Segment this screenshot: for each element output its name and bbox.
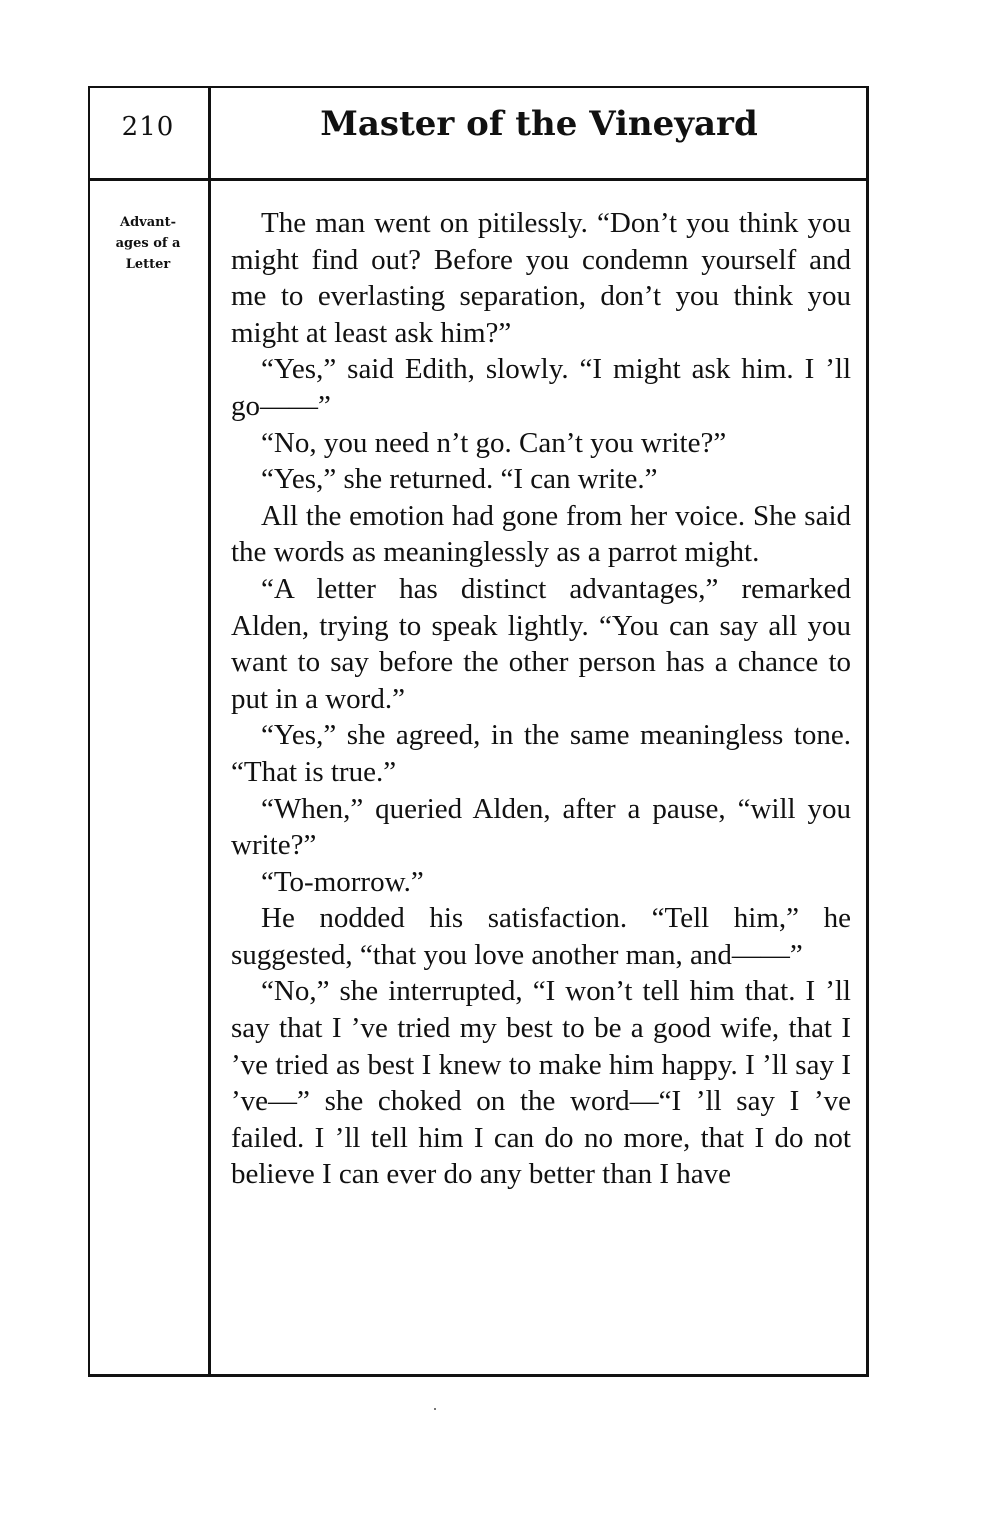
header-rule [88, 178, 869, 181]
paragraph: “Yes,” she returned. “I can write.” [261, 463, 658, 496]
paragraph: “When,” queried Alden, after a pause, “will you write?” [231, 792, 851, 862]
paragraph: “A letter has distinct advantages,” remarked Alden, trying to speak lightly. “You can say all you want to say before the other person has a chance to put in a word.” [231, 572, 851, 715]
margin-column-rule [208, 86, 211, 1376]
body-text [231, 205, 851, 1193]
paragraph: “No,” she interrupted, “I won’t tell him that. I ’ll say that I ’ve tried my best to be a good wife, that I ’ve tried as best I knew to make him happy. I ’ll say I ’ve—” she choked on the word—“I ’ll say I ’ve failed. I ’ll tell him I can do no more, that I do not believe I can ever do any better than I have [231, 975, 851, 1191]
paragraph: He nodded his satisfaction. “Tell him,” he suggested, “that you love another man, and——” [231, 902, 851, 971]
print-speck [434, 1408, 436, 1410]
running-head: Master of the Vineyard [320, 104, 758, 144]
paragraph: “To-morrow.” [261, 865, 424, 898]
margin-sidenote [92, 212, 204, 275]
paragraph: All the emotion had gone from her voice. She said the words as meaninglessly as a parrot might. [231, 499, 851, 569]
sidenote-line: Letter [125, 257, 171, 272]
page-number: 210 [121, 112, 175, 142]
paragraph: “Yes,” she agreed, in the same meaningless tone. “That is true.” [231, 719, 851, 788]
sidenote-line: ages of a [115, 236, 181, 251]
paragraph: The man went on pitilessly. “Don’t you think you might find out? Before you condemn yourself and me to everlasting separation, don’t you think you might at least ask him?” [231, 207, 851, 349]
paragraph: “No, you need n’t go. Can’t you write?” [261, 426, 727, 459]
sidenote-line: Advant- [119, 215, 176, 230]
paragraph: “Yes,” said Edith, slowly. “I might ask him. I ’ll go——” [231, 353, 851, 422]
